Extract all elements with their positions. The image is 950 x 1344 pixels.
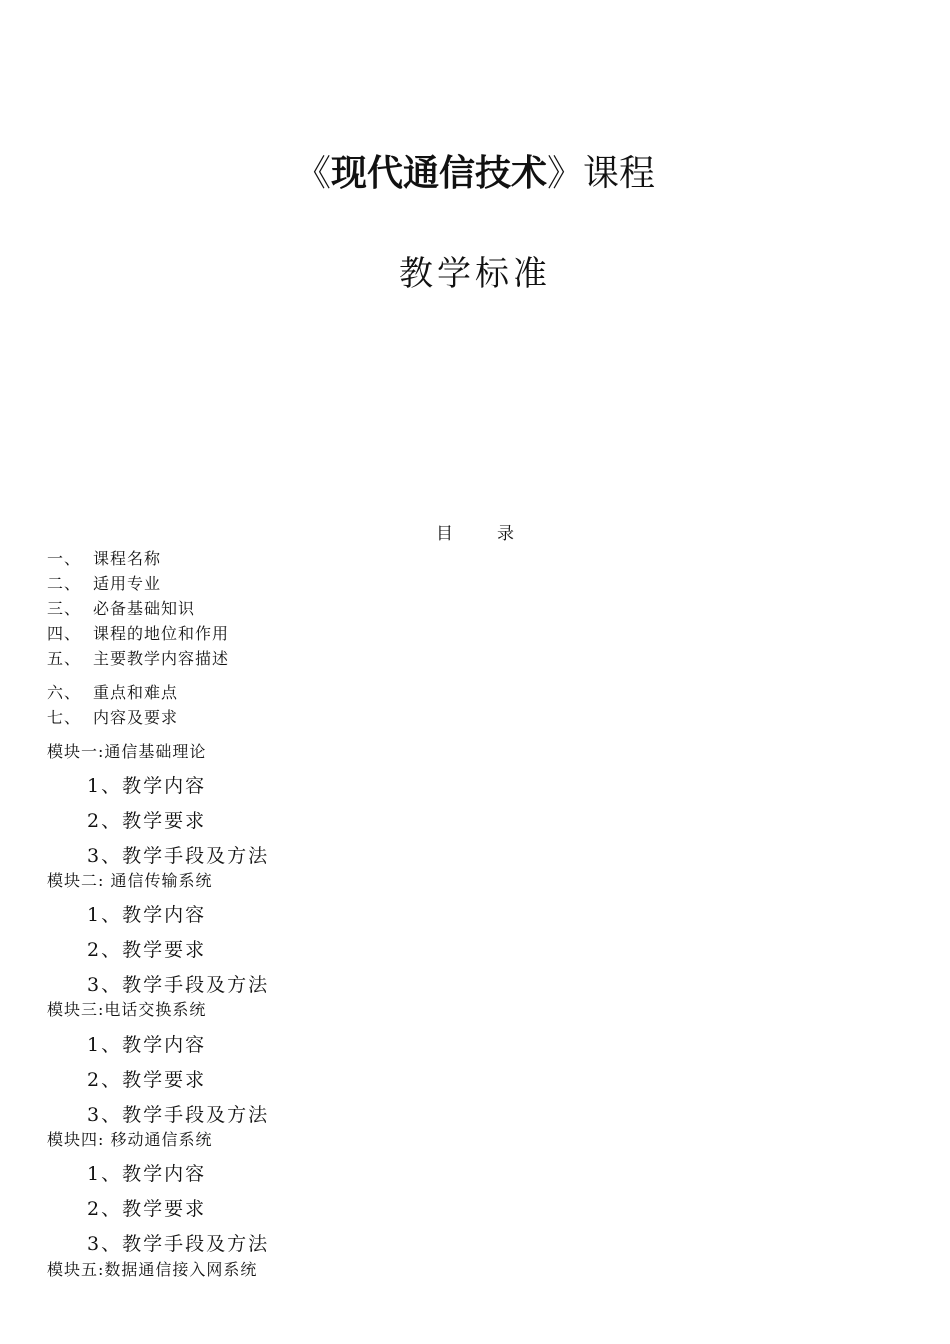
toc-module-item: 1、教学内容 <box>87 904 207 926</box>
toc-module-title: 模块二: 通信传输系统 <box>47 871 213 890</box>
toc-section-text: 重点和难点 <box>93 683 179 702</box>
document-subtitle: 教学标准 <box>399 254 551 294</box>
toc-section-text: 内容及要求 <box>93 708 179 727</box>
title-open-bracket: 《 <box>294 153 331 194</box>
toc-module-item: 1、教学内容 <box>87 1034 207 1056</box>
toc-module-item: 2、教学要求 <box>87 939 207 961</box>
toc-section <box>47 681 178 705</box>
toc-heading-left: 目 <box>436 524 453 544</box>
toc-module-title: 模块一:通信基础理论 <box>47 742 207 761</box>
toc-section-number: 四、 <box>47 624 82 643</box>
toc-module-item: 3、教学手段及方法 <box>87 1233 270 1255</box>
course-name: 现代通信技术 <box>330 153 547 194</box>
toc-module-item: 2、教学要求 <box>87 810 207 832</box>
toc-module-title: 模块五:数据通信接入网系统 <box>47 1260 258 1279</box>
toc-section <box>47 547 161 571</box>
toc-section-number: 五、 <box>47 649 82 668</box>
toc-section-number: 三、 <box>47 599 82 618</box>
toc-heading-right: 录 <box>497 524 514 544</box>
toc-section-number: 二、 <box>47 574 82 593</box>
toc-section <box>47 572 161 596</box>
title-close-bracket: 》 <box>547 153 584 194</box>
toc-heading <box>0 522 950 546</box>
toc-module-item: 3、教学手段及方法 <box>87 1104 270 1126</box>
toc-section <box>47 706 178 730</box>
toc-section <box>47 597 195 621</box>
toc-section-text: 课程名称 <box>93 549 162 568</box>
toc-module-item: 1、教学内容 <box>87 1163 207 1185</box>
toc-section-number: 六、 <box>47 683 82 702</box>
toc-module-item: 2、教学要求 <box>87 1069 207 1091</box>
toc-section-text: 主要教学内容描述 <box>93 649 230 668</box>
toc-section-number: 七、 <box>47 708 82 727</box>
toc-section <box>47 622 229 646</box>
toc-module-title: 模块四: 移动通信系统 <box>47 1130 213 1149</box>
toc-module-title: 模块三:电话交换系统 <box>47 1000 207 1019</box>
toc-module-item: 1、教学内容 <box>87 775 207 797</box>
toc-module-item: 3、教学手段及方法 <box>87 974 270 996</box>
toc-module-item: 3、教学手段及方法 <box>87 845 270 867</box>
document-title <box>0 148 950 200</box>
toc-section <box>47 647 229 671</box>
toc-section-number: 一、 <box>47 549 82 568</box>
title-suffix: 课程 <box>583 153 656 194</box>
toc-section-text: 适用专业 <box>93 574 162 593</box>
toc-module-item: 2、教学要求 <box>87 1198 207 1220</box>
toc-section-text: 课程的地位和作用 <box>93 624 230 643</box>
toc-section-text: 必备基础知识 <box>93 599 196 618</box>
